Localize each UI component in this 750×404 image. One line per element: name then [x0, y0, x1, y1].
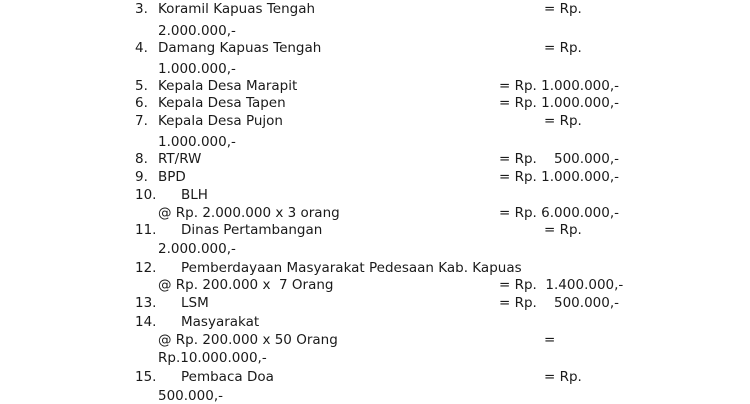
item-number: 14. [135, 314, 157, 330]
item-label: LSM [181, 295, 209, 311]
item-label: Dinas Pertambangan [181, 222, 323, 238]
item-amount: = Rp. 1.000.000,- [499, 95, 620, 111]
item-amount-continued: 2.000.000,- [158, 241, 236, 257]
item-amount: = [544, 332, 556, 348]
item-amount-continued: 1.000.000,- [158, 61, 236, 77]
item-label: Masyarakat [181, 314, 260, 330]
item-label: Kepala Desa Pujon [158, 113, 283, 129]
item-amount-continued: 500.000,- [158, 388, 223, 404]
item-label: RT/RW [158, 151, 202, 167]
item-amount: = Rp. 1.400.000,- [499, 277, 624, 293]
item-amount: = Rp. 1.000.000,- [499, 169, 620, 185]
item-label: BPD [158, 169, 186, 185]
item-amount: = Rp. 1.000.000,- [499, 78, 620, 94]
item-amount-continued: 2.000.000,- [158, 23, 236, 39]
item-label: Pemberdayaan Masyarakat Pedesaan Kab. Kapuas [181, 260, 522, 276]
item-number: 9. [135, 169, 148, 185]
item-number: 10. [135, 187, 157, 203]
item-amount: = Rp. [544, 1, 582, 17]
item-number: 4. [135, 40, 148, 56]
item-amount: = Rp. [544, 369, 582, 385]
item-amount: = Rp. 500.000,- [499, 151, 619, 167]
item-label: Kepala Desa Tapen [158, 95, 286, 111]
item-label: Kepala Desa Marapit [158, 78, 298, 94]
item-detail: @ Rp. 2.000.000 x 3 orang [158, 205, 340, 221]
item-amount: = Rp. [544, 113, 582, 129]
item-number: 12. [135, 260, 157, 276]
item-number: 7. [135, 113, 148, 129]
item-detail: @ Rp. 200.000 x 7 Orang [158, 277, 334, 293]
item-number: 6. [135, 95, 148, 111]
item-number: 15. [135, 369, 157, 385]
item-number: 8. [135, 151, 148, 167]
item-amount: = Rp. [544, 40, 582, 56]
item-label: Koramil Kapuas Tengah [158, 1, 316, 17]
item-amount: = Rp. 6.000.000,- [499, 205, 620, 221]
item-label: Pembaca Doa [181, 369, 274, 385]
item-detail: @ Rp. 200.000 x 50 Orang [158, 332, 338, 348]
item-amount-continued: Rp.10.000.000,- [158, 350, 267, 366]
item-amount-continued: 1.000.000,- [158, 134, 236, 150]
item-label: BLH [181, 187, 208, 203]
item-number: 5. [135, 78, 148, 94]
item-number: 11. [135, 222, 157, 238]
item-number: 13. [135, 295, 157, 311]
item-label: Damang Kapuas Tengah [158, 40, 322, 56]
item-amount: = Rp. 500.000,- [499, 295, 619, 311]
item-amount: = Rp. [544, 222, 582, 238]
item-number: 3. [135, 1, 148, 17]
